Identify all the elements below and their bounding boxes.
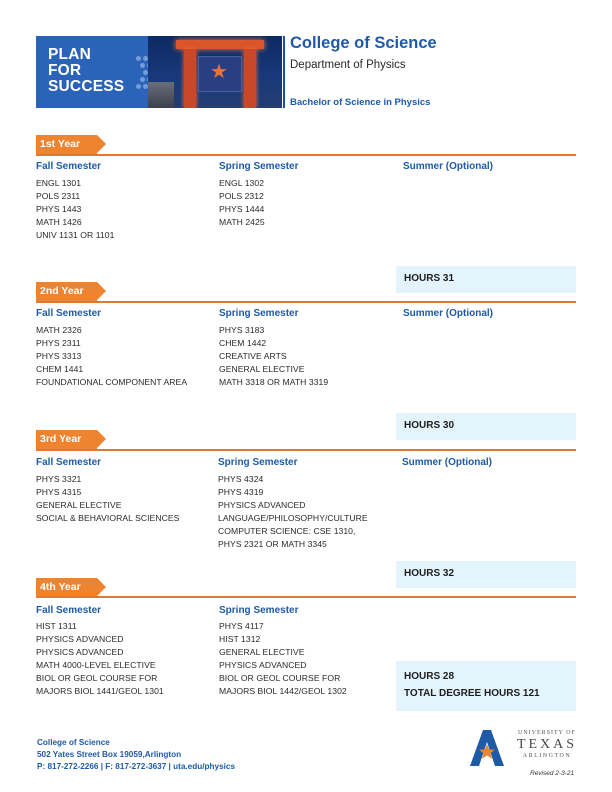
course-item: MAJORS BIOL 1442/GEOL 1302 xyxy=(219,686,347,697)
plan-for-success-banner xyxy=(36,36,282,108)
banner-line: SUCCESS xyxy=(48,78,125,95)
course-item: PHYS 4324 xyxy=(218,474,264,484)
year-label: 1st Year xyxy=(40,138,81,150)
year-tag-4 xyxy=(36,578,106,597)
footer-contact xyxy=(37,737,235,772)
course-item: CHEM 1441 xyxy=(36,364,84,375)
course-item: GENERAL ELECTIVE xyxy=(219,364,305,375)
banner-line: PLAN xyxy=(48,46,91,63)
banner-line: FOR xyxy=(48,62,82,79)
course-item: LANGUAGE/PHILOSOPHY/CULTURE xyxy=(218,513,368,524)
hours-box xyxy=(396,266,576,293)
course-item: PHYS 3183 xyxy=(219,325,265,335)
course-item: POLS 2312 xyxy=(219,191,264,202)
course-item: PHYS 3321 xyxy=(36,474,82,484)
year-divider xyxy=(36,449,576,451)
spring-semester-heading: Spring Semester xyxy=(219,605,299,616)
summer-semester-heading: Summer (Optional) xyxy=(403,161,494,172)
hours-value: HOURS 31 xyxy=(404,273,455,284)
uta-a-star-icon xyxy=(470,730,504,766)
hours-value: HOURS 32 xyxy=(404,568,455,579)
year-divider xyxy=(36,596,576,598)
course-item: PHYS 4117 xyxy=(219,621,264,631)
course-item: MATH 2326 xyxy=(36,325,82,335)
spring-course-list xyxy=(219,177,265,229)
hours-box xyxy=(396,561,576,588)
year-divider xyxy=(36,154,576,156)
year-label: 4th Year xyxy=(40,581,81,593)
department-title: Department of Physics xyxy=(290,59,406,71)
footer-address: 502 Yates Street Box 19059,Arlington xyxy=(37,749,182,759)
course-item: PHYSICS ADVANCED xyxy=(219,660,307,671)
course-item: PHYS 2311 xyxy=(36,338,81,349)
year-label: 2nd Year xyxy=(40,285,84,297)
fall-course-list xyxy=(36,177,114,242)
total-degree-hours: TOTAL DEGREE HOURS 121 xyxy=(404,688,540,699)
course-item: CREATIVE ARTS xyxy=(219,351,287,362)
summer-semester-heading: Summer (Optional) xyxy=(403,308,494,319)
uta-logo xyxy=(470,728,580,768)
course-item: ENGL 1302 xyxy=(219,178,265,188)
spring-semester-heading: Spring Semester xyxy=(219,161,299,172)
course-item: SOCIAL & BEHAVIORAL SCIENCES xyxy=(36,513,180,524)
year-tag-2 xyxy=(36,282,106,301)
banner-text xyxy=(48,47,124,95)
building-shape xyxy=(148,82,174,108)
header-divider xyxy=(283,36,285,108)
course-item: PHYS 1443 xyxy=(36,204,82,215)
course-item: GENERAL ELECTIVE xyxy=(219,647,305,658)
course-item: FOUNDATIONAL COMPONENT AREA xyxy=(36,377,188,388)
tower-image xyxy=(176,40,264,108)
college-title: College of Science xyxy=(290,34,437,52)
course-item: HIST 1311 xyxy=(36,621,77,631)
course-item: PHYS 4315 xyxy=(36,487,82,498)
footer-college: College of Science xyxy=(37,738,110,747)
course-item: PHYS 3313 xyxy=(36,351,82,362)
fall-semester-heading: Fall Semester xyxy=(36,457,102,468)
footer-phone-fax-web: P: 817-272-2266 | F: 817-272-3637 | uta.edu/physics xyxy=(37,761,235,771)
fall-course-list xyxy=(36,620,164,699)
course-item: PHYS 2321 OR MATH 3345 xyxy=(218,539,327,550)
hours-value: HOURS 28 xyxy=(404,671,455,682)
degree-title: Bachelor of Science in Physics xyxy=(290,97,431,108)
course-item: CHEM 1442 xyxy=(219,338,267,349)
course-item: MATH 1426 xyxy=(36,217,82,228)
course-item: UNIV 1131 OR 1101 xyxy=(36,230,115,241)
logo-line: TEXAS xyxy=(516,737,578,752)
year-divider xyxy=(36,301,576,303)
year-tag-3 xyxy=(36,430,106,449)
fall-course-list xyxy=(36,324,187,389)
campus-tower-photo xyxy=(148,36,282,108)
course-item: PHYS 4319 xyxy=(218,487,264,498)
fall-semester-heading: Fall Semester xyxy=(36,605,102,616)
fall-semester-heading: Fall Semester xyxy=(36,308,102,319)
course-item: BIOL OR GEOL COURSE FOR xyxy=(36,673,158,684)
course-item: MATH 2425 xyxy=(219,217,265,228)
course-item: POLS 2311 xyxy=(36,191,81,202)
spring-semester-heading: Spring Semester xyxy=(219,308,299,319)
course-item: PHYS 1444 xyxy=(219,204,265,215)
hours-value: HOURS 30 xyxy=(404,420,455,431)
course-item: HIST 1312 xyxy=(219,634,261,645)
spring-course-list xyxy=(219,620,347,699)
course-item: ENGL 1301 xyxy=(36,178,82,188)
summer-semester-heading: Summer (Optional) xyxy=(402,457,493,468)
logo-line: ARLINGTON xyxy=(522,753,572,759)
star-icon: ★ xyxy=(210,61,228,83)
spring-semester-heading: Spring Semester xyxy=(218,457,298,468)
hours-box xyxy=(396,413,576,440)
fall-course-list xyxy=(36,473,179,525)
course-item: PHYSICS ADVANCED xyxy=(36,647,124,658)
course-item: GENERAL ELECTIVE xyxy=(36,500,122,511)
revision-date: Revised 2-3-21 xyxy=(530,770,575,777)
fall-semester-heading: Fall Semester xyxy=(36,161,102,172)
course-item: COMPUTER SCIENCE: CSE 1310, xyxy=(218,526,356,537)
course-item: MATH 4000-LEVEL ELECTIVE xyxy=(36,660,156,671)
course-item: MATH 3318 OR MATH 3319 xyxy=(219,377,329,388)
course-item: MAJORS BIOL 1441/GEOL 1301 xyxy=(36,686,164,697)
logo-line: UNIVERSITY OF xyxy=(518,730,576,736)
spring-course-list xyxy=(218,473,368,552)
year-label: 3rd Year xyxy=(40,433,82,445)
spring-course-list xyxy=(219,324,328,389)
course-item: PHYSICS ADVANCED xyxy=(36,634,124,645)
final-hours-box xyxy=(396,661,576,711)
course-item: PHYSICS ADVANCED xyxy=(218,500,306,511)
year-tag-1 xyxy=(36,135,106,154)
course-item: BIOL OR GEOL COURSE FOR xyxy=(219,673,341,684)
uta-wordmark xyxy=(516,729,578,760)
